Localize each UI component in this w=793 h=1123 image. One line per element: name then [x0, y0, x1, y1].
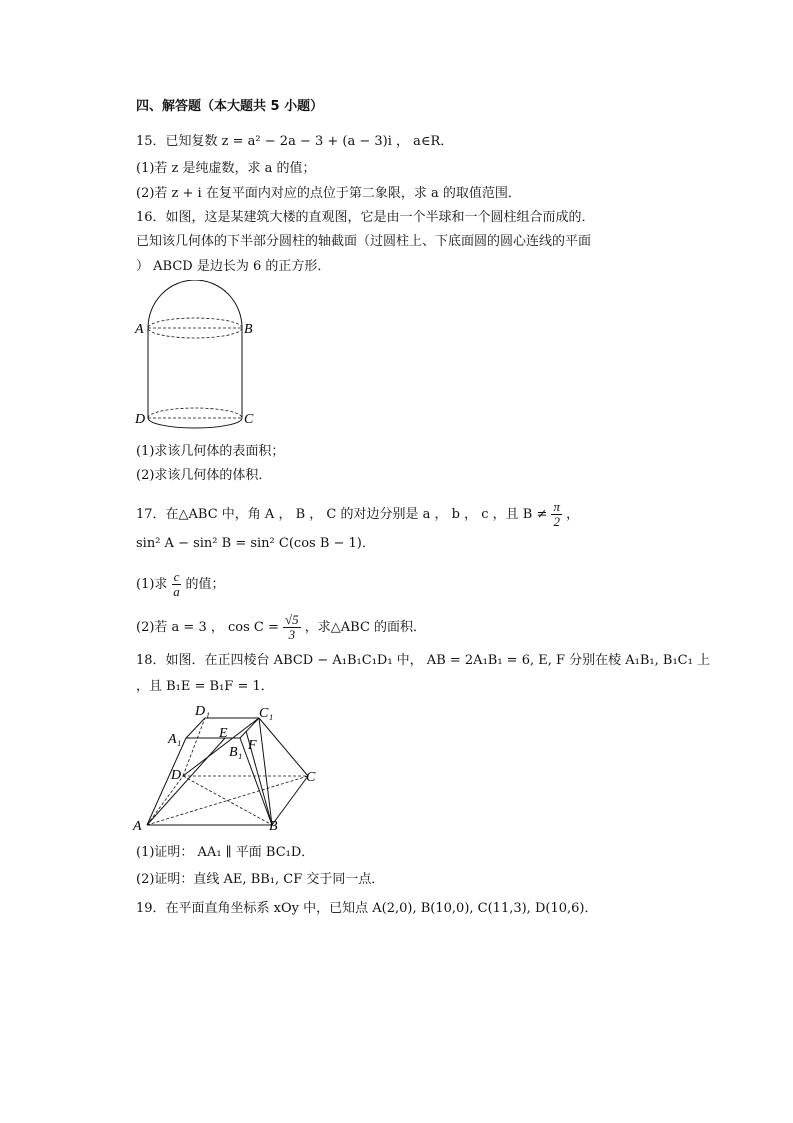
q16-stem-line2: 已知该几何体的下半部分圆柱的轴截面（过圆柱上、下底面圆的圆心连线的平面: [136, 234, 592, 249]
q16-label-C: C: [244, 412, 254, 427]
q18-label-D1: D₁: [195, 704, 210, 719]
q16-part2: (2)求该几何体的体积．: [136, 468, 272, 483]
frac-num: c: [173, 569, 180, 584]
q17-fraction-sqrt5-over-3: [283, 613, 301, 642]
q17-stem-text: 17．在△ABC 中，角 A ， B ， C 的对边分别是 a ， b ， c ，且 B ≠: [136, 507, 548, 522]
q17-fraction-c-over-a: [172, 570, 182, 599]
q17-stem-line1: [136, 500, 579, 529]
q17-part1-pre: (1)求: [136, 577, 168, 592]
q18-label-D: D: [171, 768, 182, 783]
q16-part1: (1)求该几何体的表面积；: [136, 444, 285, 459]
q17-part2-pre: (2)若 a = 3 ， cos C =: [136, 620, 279, 635]
q18-label-E: E: [219, 726, 228, 741]
q18-part1: (1)证明： AA₁ ∥ 平面 BC₁D．: [136, 845, 315, 860]
q17-stem-line2: sin² A − sin² B = sin² C(cos B − 1)．: [136, 536, 375, 551]
q17-part1: [136, 570, 225, 599]
q18-label-A: A: [133, 819, 142, 834]
q16-stem-line3: ） ABCD 是边长为 6 的正方形．: [136, 259, 331, 274]
q19-stem: 19．在平面直角坐标系 xOy 中，已知点 A(2,0), B(10,0), C(11,3), D(10,6)．: [136, 901, 598, 916]
q18-frustum-figure: [128, 700, 328, 840]
q18-label-B1: B₁: [229, 745, 243, 760]
q18-label-B: B: [269, 819, 278, 834]
q16-label-D: D: [135, 412, 146, 427]
frac-num: √5: [285, 612, 299, 627]
q18-label-F: F: [248, 738, 257, 753]
q16-label-A: A: [135, 322, 144, 337]
q17-part1-post: 的值；: [185, 577, 225, 592]
q18-part2: (2)证明：直线 AE, BB₁, CF 交于同一点．: [136, 872, 385, 887]
section-title: 四、解答题（本大题共 5 小题）: [136, 99, 324, 114]
q18-label-C1: C₁: [259, 706, 274, 721]
q18-stem-line2: ，且 B₁E = B₁F = 1．: [136, 679, 274, 694]
q16-cylinder-hemisphere-figure: [130, 280, 270, 430]
q18-label-A1: A₁: [168, 732, 182, 747]
frac-num: π: [553, 499, 560, 514]
frac-den: a: [173, 584, 180, 599]
q15-stem: 15．已知复数 z = a² − 2a − 3 + (a − 3)i ， a∈R．: [136, 134, 454, 149]
q17-part2-post: ，求△ABC 的面积．: [304, 620, 427, 635]
q17-fraction-pi-over-2: [551, 500, 562, 529]
q15-part2: (2)若 z + i 在复平面内对应的点位于第二象限，求 a 的取值范围．: [136, 186, 521, 201]
q17-part2: [136, 613, 426, 642]
frac-den: 3: [288, 627, 296, 642]
q18-stem-line1: 18．如图．在正四棱台 ABCD − A₁B₁C₁D₁ 中， AB = 2A₁B₁ = 6, E, F 分别在棱 A₁B₁, B₁C₁ 上: [136, 653, 710, 668]
q16-label-B: B: [244, 322, 253, 337]
q17-stem-end: ，: [566, 507, 580, 522]
q16-stem-line1: 16．如图，这是某建筑大楼的直观图，它是由一个半球和一个圆柱组合而成的．: [136, 210, 595, 225]
q18-label-C: C: [306, 770, 316, 785]
frac-den: 2: [553, 514, 560, 529]
q15-part1: (1)若 z 是纯虚数，求 a 的值；: [136, 161, 316, 176]
